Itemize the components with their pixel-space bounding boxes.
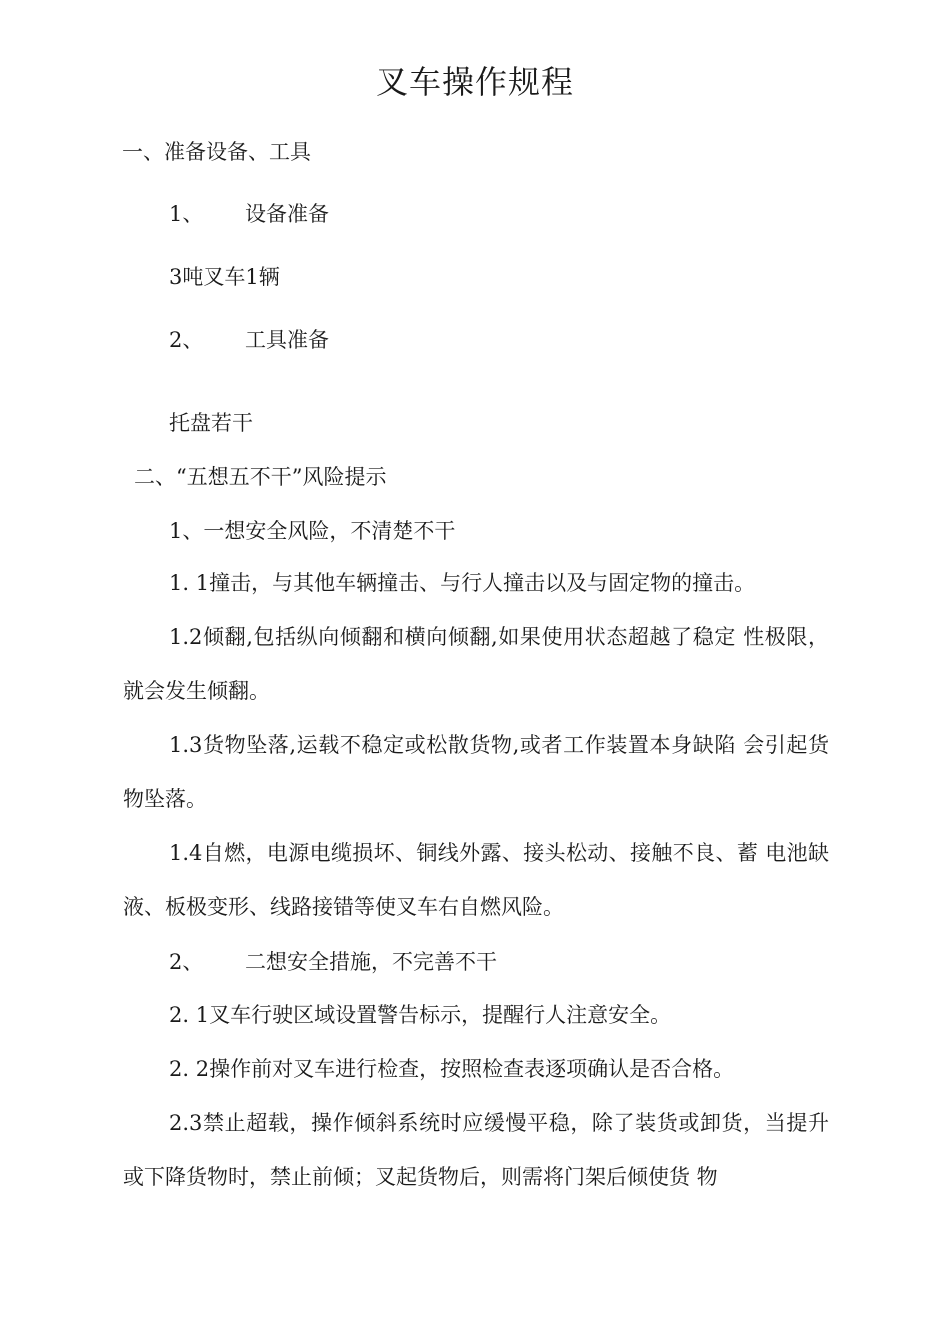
subsection-2-2-heading [169,947,497,977]
paragraph-1-1: 1. 1撞击，与其他车辆撞击、与行人撞击以及与固定物的撞击。 [169,571,756,595]
subsection-2-1-heading: 1、一想安全风险，不清楚不干 [169,519,456,543]
item-number: 1、 [169,202,204,226]
paragraph-2-2: 2. 2操作前对叉车进行检查，按照检查表逐项确认是否合格。 [169,1057,735,1081]
paragraph-2-3: 2.3禁止超载，操作倾斜系统时应缓慢平稳，除了装货或卸货，当提升或下降货物时，禁止前倾；叉起货物后，则需将门架后倾使货 物 [123,1111,829,1189]
paragraph-1-3: 1.3货物坠落,运载不稳定或松散货物,或者工作装置本身缺陷 会引起货物坠落。 [123,733,829,811]
item-label: 二想安全措施，不完善不干 [245,950,497,974]
item-tool-prep [169,325,329,355]
section-1-heading: 一、准备设备、工具 [122,140,311,164]
document-title: 叉车操作规程 [375,63,574,101]
section-2-heading: 二、“五想五不干”风险提示 [134,465,387,489]
paragraph-1-2: 1.2倾翻,包括纵向倾翻和横向倾翻,如果使用状态超越了稳定 性极限，就会发生倾翻。 [123,625,829,703]
paragraph-2-1: 2. 1叉车行驶区域设置警告标示，提醒行人注意安全。 [169,1003,672,1027]
item-number: 2、 [169,950,204,974]
item-number: 2、 [169,328,204,352]
item-equipment-prep [169,199,329,229]
item-tool-detail: 托盘若干 [169,411,253,435]
item-equipment-detail: 3吨叉车1辆 [169,265,280,289]
item-label: 工具准备 [245,328,329,352]
item-label: 设备准备 [245,202,329,226]
paragraph-1-4: 1.4自燃，电源电缆损坏、铜线外露、接头松动、接触不良、蓄 电池缺液、板极变形、线路接错等使叉车右自燃风险。 [123,841,829,919]
